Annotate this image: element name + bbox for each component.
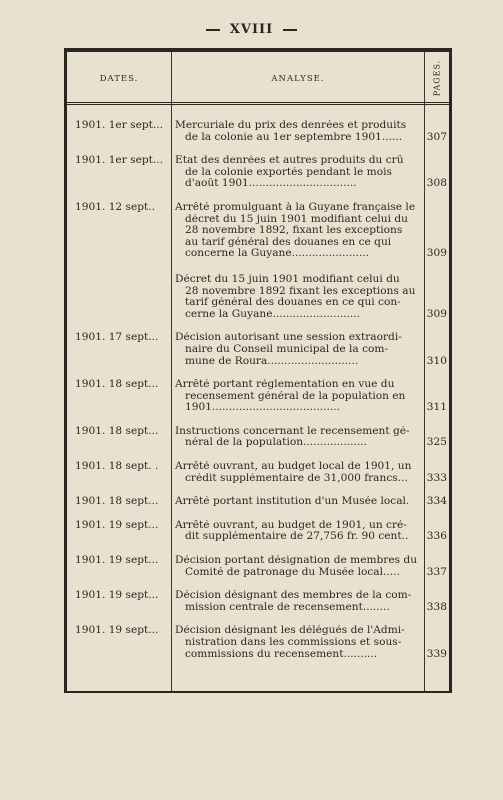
row-page: 307 [426, 130, 447, 143]
table-row [67, 120, 449, 143]
right-dash [283, 29, 297, 31]
row-page: 311 [426, 401, 447, 414]
table-row [67, 496, 449, 508]
row-analysis [175, 496, 421, 508]
analysis-line: crédit supplémentaire de 31,000 francs... [185, 472, 408, 484]
analysis-line: d'août 1901................................ [185, 178, 357, 190]
analysis-line: 28 novembre 1892, fixant les exceptions [185, 225, 403, 237]
analysis-line: 1901...................................... [185, 402, 340, 414]
analysis-line: Arrêté portant réglementation en vue du [175, 379, 395, 391]
left-dash [206, 29, 220, 31]
table-row [67, 379, 449, 414]
analysis-line: néral de la population................... [185, 437, 368, 449]
header-dates: DATES. [99, 74, 139, 84]
row-analysis [175, 426, 421, 449]
row-analysis [175, 625, 421, 660]
row-date: 1901. 1er sept... [75, 119, 163, 131]
analysis-line: de la colonie exportés pendant le mois [185, 166, 392, 178]
row-page: 338 [426, 600, 447, 613]
table-row [67, 555, 449, 578]
row-analysis [175, 274, 421, 320]
row-date: 1901. 1er sept... [75, 154, 163, 167]
table-row [67, 461, 449, 484]
row-date: 1901. 19 sept... [75, 518, 159, 531]
analysis-line: naire du Conseil municipal de la com- [185, 343, 389, 355]
row-analysis [175, 520, 421, 543]
table-row [67, 590, 449, 613]
analysis-line: mune de Roura........................... [185, 355, 359, 367]
analysis-line: Décision autorisant une session extraordi- [175, 332, 402, 344]
row-page: 309 [426, 247, 447, 260]
analysis-line: dit supplémentaire de 27,756 fr. 90 cent.. [185, 531, 409, 543]
index-table [64, 48, 452, 693]
row-page: 337 [426, 565, 447, 578]
header-pages-label: PAGES. [432, 59, 442, 97]
analysis-line: tarif général des douanes en ce qui con- [185, 297, 401, 309]
row-date: 1901. 18 sept... [75, 495, 159, 508]
row-page: 309 [426, 307, 447, 320]
table-body [67, 108, 449, 660]
row-analysis [175, 461, 421, 484]
row-date: 1901. 19 sept... [75, 589, 159, 602]
row-page: 310 [426, 354, 447, 367]
analysis-line: Arrêté ouvrant, au budget local de 1901, un [175, 461, 412, 473]
header-analyse: ANALYSE. [271, 74, 325, 84]
row-analysis [175, 120, 421, 143]
table-row [67, 274, 449, 320]
row-analysis [175, 379, 421, 414]
analysis-line: Décision portant désignation de membres du [175, 555, 418, 567]
row-date: 1901. 19 sept... [75, 624, 159, 637]
row-date: 1901. 18 sept... [75, 378, 159, 391]
row-page: 339 [426, 647, 447, 660]
analysis-line: Arrêté ouvrant, au budget de 1901, un cré- [175, 519, 407, 531]
analysis-line: recensement général de la population en [185, 390, 406, 402]
analysis-line: décret du 15 juin 1901 modifiant celui du [185, 213, 408, 225]
analysis-line: Décision désignant des membres de la com- [175, 590, 412, 602]
analysis-line: Etat des denrées et autres produits du crû [175, 155, 404, 167]
analysis-line: nistration dans les commissions et sous- [185, 637, 402, 648]
table-row [67, 202, 449, 260]
analysis-line: Décret du 15 juin 1901 modifiant celui du [175, 273, 400, 285]
analysis-line: Comité de patronage du Musée local..... [185, 566, 400, 578]
table-row [67, 520, 449, 543]
analysis-line: au tarif général des douanes en ce qui [185, 236, 392, 248]
analysis-line: cerne la Guyane.......................... [185, 308, 361, 320]
analysis-line: commissions du recensement.......... [185, 648, 378, 660]
row-page: 334 [426, 495, 447, 508]
analysis-line: Instructions concernant le recensement gé- [175, 425, 410, 437]
table-header [67, 52, 449, 105]
row-analysis [175, 202, 421, 260]
table-row [67, 332, 449, 367]
row-date: 1901. 18 sept. . [75, 460, 159, 473]
row-page: 333 [426, 471, 447, 484]
row-analysis [175, 155, 421, 190]
analysis-line: Arrêté promulguant à la Guyane française le [175, 201, 416, 213]
row-page: 336 [426, 530, 447, 543]
table-row [67, 426, 449, 449]
row-analysis [175, 332, 421, 367]
row-date: 1901. 18 sept... [75, 424, 159, 437]
page-number-text: XVIII [229, 22, 274, 37]
table-row [67, 625, 449, 660]
analysis-line: de la colonie au 1er septembre 1901...... [185, 131, 403, 143]
analysis-line: Mercuriale du prix des denrées et produits [175, 120, 407, 131]
analysis-line: 28 novembre 1892 fixant les exceptions au [185, 285, 416, 297]
row-analysis [175, 590, 421, 613]
analysis-line: mission centrale de recensement........ [185, 601, 390, 613]
analysis-line: Arrêté portant institution d'un Musée local. [175, 496, 410, 508]
row-date: 1901. 19 sept... [75, 554, 159, 567]
row-page: 325 [426, 436, 447, 449]
analysis-line: concerne la Guyane....................... [185, 248, 370, 260]
row-date: 1901. 12 sept.. [75, 200, 156, 213]
page-number [0, 22, 503, 37]
row-date: 1901. 17 sept... [75, 331, 159, 344]
row-analysis [175, 555, 421, 578]
analysis-line: Décision désignant les délégués de l'Admi- [175, 625, 405, 637]
row-page: 308 [426, 177, 447, 190]
table-row [67, 155, 449, 190]
header-pages [425, 58, 449, 98]
